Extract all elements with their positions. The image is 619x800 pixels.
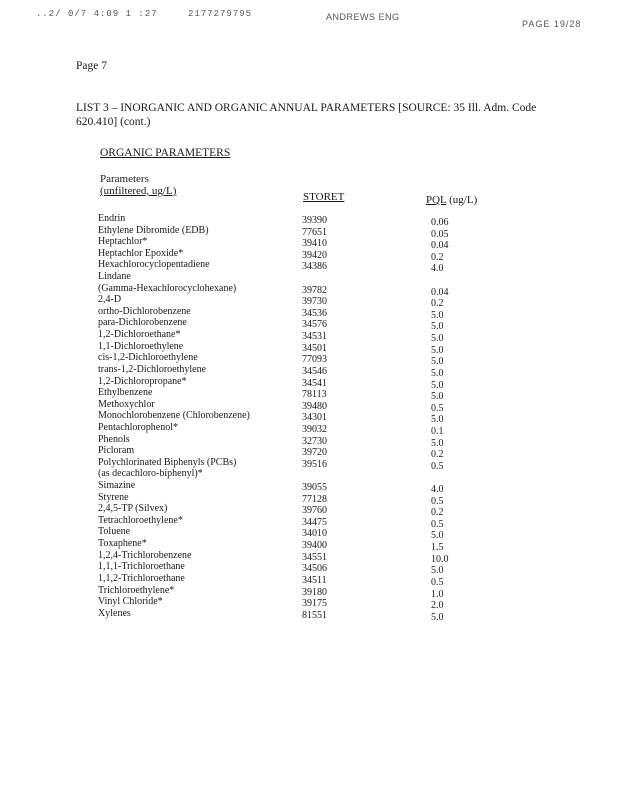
parameter-name: (as decachloro-biphenyl)* — [98, 468, 203, 480]
parameter-name: Ethylene Dibromide (EDB) — [98, 224, 209, 236]
pql-value: 0.5 — [431, 402, 444, 414]
parameter-name: Ethylbenzene — [98, 387, 153, 399]
parameter-name: Heptachlor Epoxide* — [98, 247, 184, 259]
pql-value: 5.0 — [431, 356, 444, 368]
storet-code: 34551 — [302, 551, 327, 563]
table-row — [0, 329, 619, 345]
table-row — [0, 387, 619, 403]
storet-code: 78113 — [302, 389, 327, 401]
table-row — [0, 549, 619, 565]
pql-value: 0.5 — [431, 495, 444, 507]
storet-code: 81551 — [302, 609, 327, 621]
storet-code: 39782 — [302, 284, 327, 296]
pql-value: 4.0 — [431, 263, 444, 275]
parameter-name: Heptachlor* — [98, 236, 148, 248]
storet-code: 77651 — [302, 226, 327, 238]
parameter-table — [0, 213, 619, 623]
pql-value: 5.0 — [431, 321, 444, 333]
pql-value: 5.0 — [431, 379, 444, 391]
table-row — [0, 224, 619, 240]
table-row — [0, 596, 619, 612]
table-row — [0, 445, 619, 461]
parameter-name: trans-1,2-Dichloroethylene — [98, 363, 207, 375]
table-row — [0, 538, 619, 554]
storet-code: 34386 — [302, 261, 327, 273]
storet-code: 32730 — [302, 435, 327, 447]
storet-code: 34501 — [302, 342, 327, 354]
parameter-name: 2,4-D — [98, 294, 122, 306]
pql-value: 10.0 — [431, 553, 449, 565]
pql-value: 0.2 — [431, 507, 444, 519]
storet-code: 34010 — [302, 528, 327, 540]
storet-code: 39180 — [302, 586, 327, 598]
pql-value: 5.0 — [431, 437, 444, 449]
table-row — [0, 352, 619, 368]
parameter-name: 2,4,5-TP (Silvex) — [98, 503, 168, 515]
storet-code: 39720 — [302, 447, 327, 459]
parameter-name: Polychlorinated Biphenyls (PCBs) — [98, 456, 237, 468]
storet-code: 39730 — [302, 296, 327, 308]
table-row — [0, 491, 619, 507]
storet-code: 77128 — [302, 493, 327, 505]
storet-code: 34576 — [302, 319, 327, 331]
storet-code: 34511 — [302, 574, 327, 586]
pql-value: 5.0 — [431, 414, 444, 426]
section-title: ORGANIC PARAMETERS — [100, 147, 231, 159]
fax-number: 2177279795 — [188, 9, 253, 19]
table-row — [0, 526, 619, 542]
pql-value: 5.0 — [431, 391, 444, 403]
table-row — [0, 363, 619, 379]
parameter-name: 1,1,1-Trichloroethane — [98, 561, 185, 573]
table-row — [0, 410, 619, 426]
table-row — [0, 247, 619, 263]
parameter-name: Methoxychlor — [98, 398, 155, 410]
parameter-name: 1,2-Dichloropropane* — [98, 375, 187, 387]
table-row — [0, 340, 619, 356]
pql-value: 5.0 — [431, 611, 444, 623]
storet-code: 39516 — [302, 458, 327, 470]
table-row — [0, 480, 619, 496]
table-row — [0, 514, 619, 530]
table-row — [0, 561, 619, 577]
storet-code: 39410 — [302, 238, 327, 250]
pql-value: 2.0 — [431, 600, 444, 612]
parameter-name: Picloram — [98, 445, 135, 457]
storet-code: 34541 — [302, 377, 327, 389]
table-row — [0, 456, 619, 472]
pql-value: 0.5 — [431, 576, 444, 588]
parameter-name: 1,2-Dichloroethane* — [98, 329, 181, 341]
storet-code: 34546 — [302, 365, 327, 377]
pql-value: 5.0 — [431, 333, 444, 345]
pql-value: 5.0 — [431, 344, 444, 356]
storet-code: 39420 — [302, 249, 327, 261]
storet-code: 39032 — [302, 423, 327, 435]
parameter-name: Lindane — [98, 271, 131, 283]
parameter-name: Trichloroethylene* — [98, 584, 175, 596]
storet-code: 39400 — [302, 540, 327, 552]
table-row — [0, 607, 619, 623]
pql-header-label: PQL — [426, 194, 447, 206]
table-row — [0, 271, 619, 283]
pql-value: 1.0 — [431, 588, 444, 600]
pql-header-unit: (ug/L) — [449, 194, 478, 206]
pql-value: 0.2 — [431, 251, 444, 263]
pql-value: 0.1 — [431, 425, 444, 437]
table-row — [0, 398, 619, 414]
parameter-name: Endrin — [98, 213, 126, 224]
pql-value: 0.06 — [431, 217, 449, 228]
parameter-name: para-Dichlorobenzene — [98, 317, 187, 329]
parameter-name: Pentachlorophenol* — [98, 421, 178, 433]
pql-value: 1.5 — [431, 542, 444, 554]
storet-code: 39480 — [302, 400, 327, 412]
storet-code: 34301 — [302, 412, 327, 424]
table-row — [0, 468, 619, 480]
parameters-header-units: (unfiltered, ug/L) — [100, 185, 177, 197]
pql-value: 5.0 — [431, 367, 444, 379]
parameter-name: Xylenes — [98, 607, 131, 619]
list-heading: LIST 3 – INORGANIC AND ORGANIC ANNUAL PARAMETERS [SOURCE: 35 Ill. Adm. Code 620.410] (cont.) — [76, 102, 537, 128]
pql-value: 0.05 — [431, 228, 449, 240]
fax-header-left — [36, 9, 252, 19]
parameter-name: cis-1,2-Dichloroethylene — [98, 352, 198, 364]
table-row — [0, 421, 619, 437]
parameter-name: Vinyl Chloride* — [98, 596, 163, 608]
pql-value: 5.0 — [431, 309, 444, 321]
pql-value: 0.2 — [431, 298, 444, 310]
storet-code: 77093 — [302, 354, 327, 366]
storet-code: 39390 — [302, 215, 327, 226]
table-row — [0, 503, 619, 519]
page-number: Page 7 — [76, 60, 107, 72]
table-row — [0, 572, 619, 588]
parameter-name: Tetrachloroethylene* — [98, 514, 183, 526]
storet-code: 34475 — [302, 516, 327, 528]
parameter-name: Simazine — [98, 480, 136, 492]
parameters-column-header — [100, 173, 176, 197]
pql-value: 5.0 — [431, 530, 444, 542]
parameters-header-label: Parameters — [100, 173, 149, 185]
parameter-name: Monochlorobenzene (Chlorobenzene) — [98, 410, 250, 422]
table-row — [0, 294, 619, 310]
fax-sender: ANDREWS ENG — [326, 12, 400, 22]
table-row — [0, 282, 619, 298]
pql-value: 0.5 — [431, 518, 444, 530]
parameter-name: Toluene — [98, 526, 131, 538]
table-row — [0, 236, 619, 252]
parameter-name: ortho-Dichlorobenzene — [98, 305, 191, 317]
pql-value: 0.04 — [431, 286, 449, 298]
fax-page-count: PAGE 19/28 — [522, 19, 582, 29]
pql-value: 5.0 — [431, 565, 444, 577]
parameter-name: Styrene — [98, 491, 129, 503]
pql-value: 4.0 — [431, 484, 444, 496]
table-row — [0, 305, 619, 321]
parameter-name: (Gamma-Hexachlorocyclohexane) — [98, 282, 237, 294]
table-row — [0, 213, 619, 228]
pql-value: 0.5 — [431, 460, 444, 472]
parameter-name: Toxaphene* — [98, 538, 147, 550]
pql-column-header — [426, 194, 477, 206]
storet-code: 34536 — [302, 307, 327, 319]
parameter-name: Phenols — [98, 433, 130, 445]
storet-code: 39055 — [302, 482, 327, 494]
parameter-name: 1,1-Dichloroethylene — [98, 340, 184, 352]
table-row — [0, 433, 619, 449]
storet-code: 39175 — [302, 598, 327, 610]
table-row — [0, 259, 619, 275]
storet-column-header: STORET — [303, 191, 345, 203]
pql-value: 0.2 — [431, 449, 444, 461]
storet-code: 34506 — [302, 563, 327, 575]
fax-timestamp: ..2/ 0/7 4:09 1 :27 — [36, 9, 158, 19]
parameter-name: Hexachlorocyclopentadiene — [98, 259, 210, 271]
storet-code: 34531 — [302, 331, 327, 343]
pql-value: 0.04 — [431, 240, 449, 252]
table-row — [0, 584, 619, 600]
table-row — [0, 317, 619, 333]
parameter-name: 1,2,4-Trichlorobenzene — [98, 549, 192, 561]
table-row — [0, 375, 619, 391]
storet-code: 39760 — [302, 505, 327, 517]
parameter-name: 1,1,2-Trichloroethane — [98, 572, 185, 584]
